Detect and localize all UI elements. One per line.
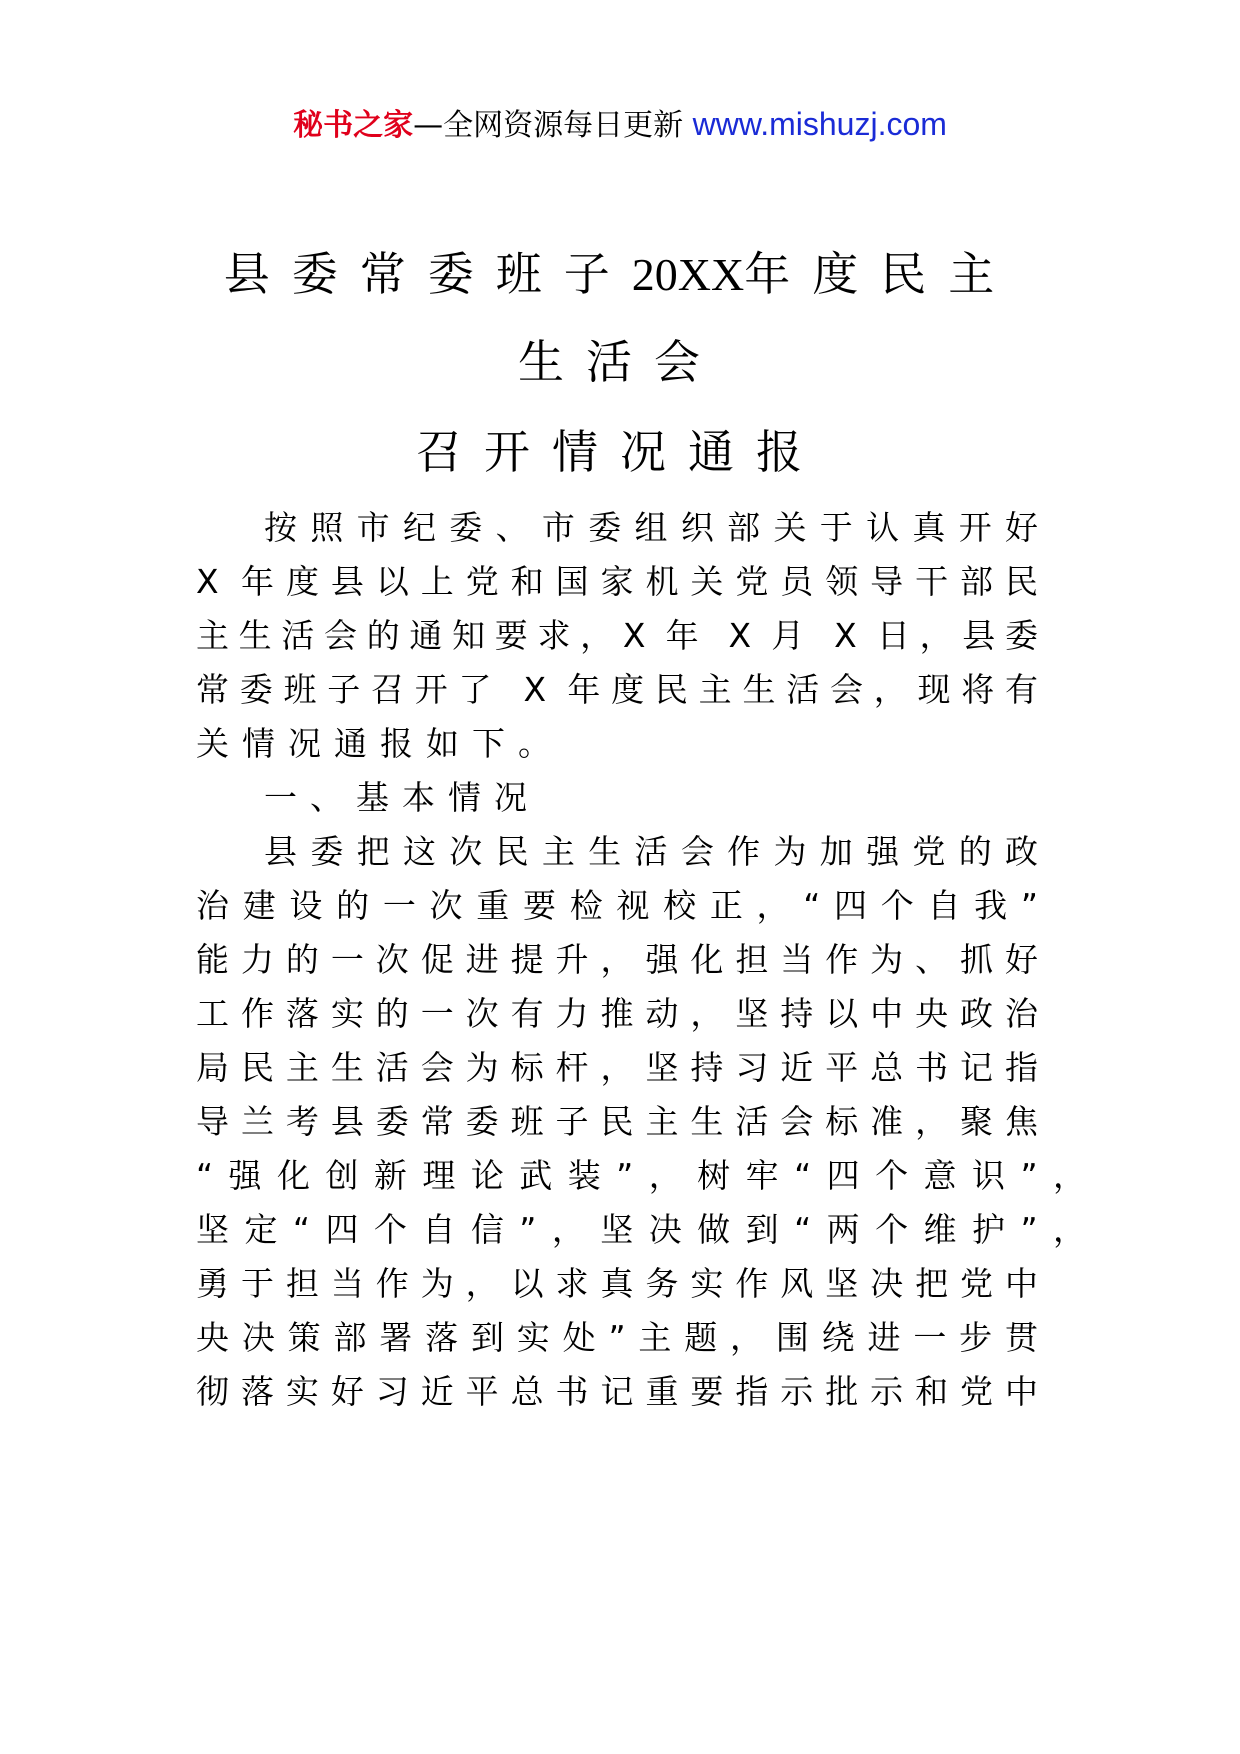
body-line: 主生活会的通知要求，X 年 X 月 X 日，县委 (196, 616, 1038, 655)
site-url[interactable]: www.mishuzj.com (692, 106, 947, 142)
body-line: 央决策部署落到实处”主题，围绕进一步贯 (196, 1318, 1038, 1357)
body-line: 坚定“四个自信”，坚决做到“两个维护”， (196, 1210, 1086, 1249)
body-line: 彻落实好习近平总书记重要指示批示和党中 (196, 1372, 1038, 1411)
body-line: 县委把这次民主生活会作为加强党的政 (264, 832, 1038, 871)
body-line: 局民主生活会为标杆，坚持习近平总书记指 (196, 1048, 1038, 1087)
title-part-b: 年度民主 (744, 247, 1017, 301)
body-line: 按照市纪委、市委组织部关于认真开好 (264, 508, 1038, 547)
document-title-line-1 (0, 244, 1240, 305)
title-year: 20XX (631, 249, 745, 300)
header-tagline: —全网资源每日更新 (413, 108, 693, 143)
body-line: 勇于担当作为，以求真务实作风坚决把党中 (196, 1264, 1038, 1303)
body-line: X 年度县以上党和国家机关党员领导干部民 (196, 562, 1038, 601)
body-line: 工作落实的一次有力推动，坚持以中央政治 (196, 994, 1038, 1033)
document-title-line-3: 召开情况通报 (416, 425, 824, 479)
title-part-a: 县委常委班子 (223, 247, 632, 301)
page-header (0, 104, 1240, 146)
body-line: 常委班子召开了 X 年度民主生活会，现将有 (196, 670, 1038, 709)
body-line: “强化创新理论武装”，树牢“四个意识”， (196, 1156, 1086, 1195)
document-title-line-2: 生活会 (518, 335, 722, 389)
body-line: 能力的一次促进提升，强化担当作为、抓好 (196, 940, 1038, 979)
section-heading: 一、基本情况 (264, 778, 540, 817)
body-line: 治建设的一次重要检视校正，“四个自我” (196, 886, 1038, 925)
body-line: 关情况通报如下。 (196, 724, 564, 763)
body-line: 导兰考县委常委班子民主生活会标准，聚焦 (196, 1102, 1038, 1141)
site-name: 秘书之家 (293, 108, 414, 143)
